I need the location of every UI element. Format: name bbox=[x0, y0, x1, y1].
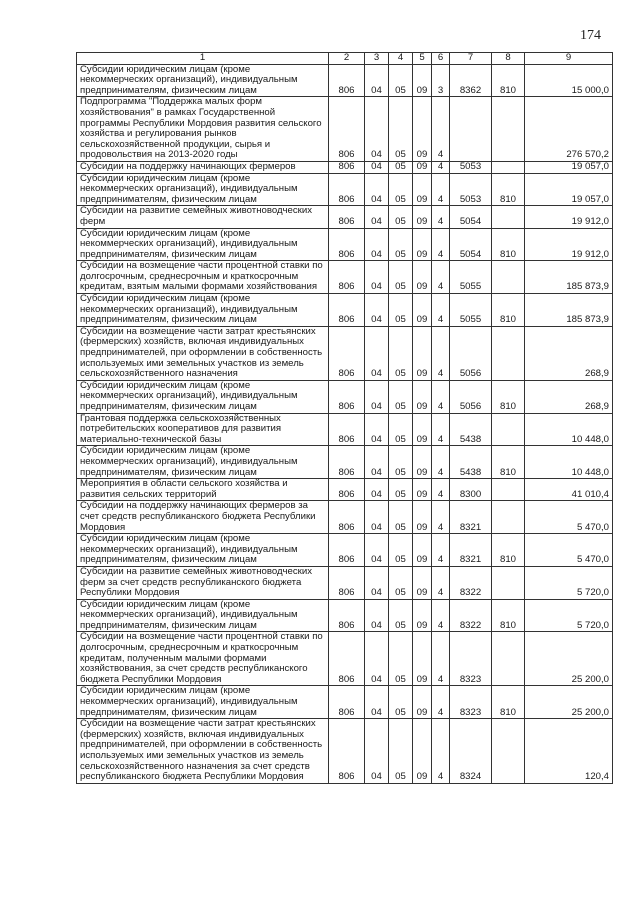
code-subprogram: 3 bbox=[432, 64, 450, 97]
code-ministry: 806 bbox=[329, 228, 365, 261]
row-amount: 5 720,0 bbox=[525, 599, 613, 632]
column-header: 5 bbox=[413, 53, 432, 65]
code-subprogram: 4 bbox=[432, 446, 450, 479]
code-section: 04 bbox=[365, 566, 389, 599]
code-ministry: 806 bbox=[329, 294, 365, 327]
row-description: Субсидии юридическим лицам (кроме некоммерческих организаций), индивидуальным предпринимателям, физическим лицам bbox=[77, 228, 329, 261]
code-target-item: 8322 bbox=[450, 599, 492, 632]
column-header: 1 bbox=[77, 53, 329, 65]
table-row bbox=[77, 261, 613, 294]
code-subsection: 05 bbox=[389, 97, 413, 162]
table-row bbox=[77, 228, 613, 261]
row-amount: 25 200,0 bbox=[525, 686, 613, 719]
row-description: Субсидии на поддержку начинающих фермеров за счет средств республиканского бюджета Республики Мордовия bbox=[77, 501, 329, 534]
code-section: 04 bbox=[365, 206, 389, 228]
row-description: Субсидии на развитие семейных животноводческих ферм за счет средств республиканского бюджета Республики Мордовия bbox=[77, 566, 329, 599]
code-target-item: 5054 bbox=[450, 228, 492, 261]
table-row bbox=[77, 632, 613, 686]
code-section: 04 bbox=[365, 534, 389, 567]
table-row bbox=[77, 719, 613, 784]
code-target-item: 8323 bbox=[450, 632, 492, 686]
code-expense-type: 810 bbox=[492, 294, 525, 327]
code-expense-type bbox=[492, 479, 525, 501]
column-header: 8 bbox=[492, 53, 525, 65]
table-row bbox=[77, 686, 613, 719]
code-subsection: 05 bbox=[389, 380, 413, 413]
table-row bbox=[77, 479, 613, 501]
code-subprogram: 4 bbox=[432, 161, 450, 173]
code-subprogram: 4 bbox=[432, 719, 450, 784]
code-ministry: 806 bbox=[329, 446, 365, 479]
code-expense-type bbox=[492, 413, 525, 446]
row-amount: 19 057,0 bbox=[525, 173, 613, 206]
row-description: Субсидии юридическим лицам (кроме некоммерческих организаций), индивидуальным предпринимателям, физическим лицам bbox=[77, 380, 329, 413]
code-program: 09 bbox=[413, 380, 432, 413]
code-ministry: 806 bbox=[329, 173, 365, 206]
code-expense-type: 810 bbox=[492, 228, 525, 261]
code-subsection: 05 bbox=[389, 64, 413, 97]
code-target-item: 8362 bbox=[450, 64, 492, 97]
code-expense-type bbox=[492, 501, 525, 534]
row-description: Субсидии на возмещение части затрат крестьянских (фермерских) хозяйств, включая индивидуальных предпринимателей, при оформлении в собственность используемых ими земельных участков из земель сельскохозяйственного назначения за счет средств республиканского бюджета Республики Мордовия bbox=[77, 719, 329, 784]
code-ministry: 806 bbox=[329, 686, 365, 719]
code-section: 04 bbox=[365, 479, 389, 501]
code-expense-type bbox=[492, 97, 525, 162]
code-ministry: 806 bbox=[329, 206, 365, 228]
code-ministry: 806 bbox=[329, 261, 365, 294]
code-program: 09 bbox=[413, 97, 432, 162]
row-description: Субсидии юридическим лицам (кроме некоммерческих организаций), индивидуальным предпринимателям, физическим лицам bbox=[77, 294, 329, 327]
row-description: Субсидии юридическим лицам (кроме некоммерческих организаций), индивидуальным предпринимателям, физическим лицам bbox=[77, 64, 329, 97]
code-subsection: 05 bbox=[389, 501, 413, 534]
code-program: 09 bbox=[413, 173, 432, 206]
row-description: Субсидии юридическим лицам (кроме некоммерческих организаций), индивидуальным предпринимателям, физическим лицам bbox=[77, 446, 329, 479]
code-section: 04 bbox=[365, 97, 389, 162]
code-subsection: 05 bbox=[389, 413, 413, 446]
row-amount: 19 057,0 bbox=[525, 161, 613, 173]
code-expense-type bbox=[492, 632, 525, 686]
row-description: Субсидии на возмещение части процентной ставки по долгосрочным, среднесрочным и краткосрочным кредитам, полученным малыми формами хозяйствования, за счет средств республиканского бюджета Республики Мордовия bbox=[77, 632, 329, 686]
code-subprogram: 4 bbox=[432, 261, 450, 294]
code-target-item: 8300 bbox=[450, 479, 492, 501]
code-program: 09 bbox=[413, 566, 432, 599]
code-ministry: 806 bbox=[329, 97, 365, 162]
row-description: Субсидии на возмещение части процентной ставки по долгосрочным, среднесрочным и краткосрочным кредитам, взятым малыми формами хозяйствования bbox=[77, 261, 329, 294]
code-target-item: 8321 bbox=[450, 501, 492, 534]
code-subprogram: 4 bbox=[432, 599, 450, 632]
code-section: 04 bbox=[365, 686, 389, 719]
row-description: Субсидии юридическим лицам (кроме некоммерческих организаций), индивидуальным предпринимателям, физическим лицам bbox=[77, 534, 329, 567]
row-description: Субсидии на поддержку начинающих фермеров bbox=[77, 161, 329, 173]
code-expense-type bbox=[492, 326, 525, 380]
code-subsection: 05 bbox=[389, 534, 413, 567]
code-program: 09 bbox=[413, 719, 432, 784]
code-expense-type: 810 bbox=[492, 446, 525, 479]
code-program: 09 bbox=[413, 413, 432, 446]
code-expense-type bbox=[492, 261, 525, 294]
code-ministry: 806 bbox=[329, 479, 365, 501]
code-target-item: 5056 bbox=[450, 380, 492, 413]
column-header: 7 bbox=[450, 53, 492, 65]
code-subprogram: 4 bbox=[432, 632, 450, 686]
code-subsection: 05 bbox=[389, 173, 413, 206]
table-row bbox=[77, 206, 613, 228]
code-expense-type: 810 bbox=[492, 64, 525, 97]
code-program: 09 bbox=[413, 479, 432, 501]
table-row bbox=[77, 64, 613, 97]
code-expense-type: 810 bbox=[492, 173, 525, 206]
code-program: 09 bbox=[413, 686, 432, 719]
code-subsection: 05 bbox=[389, 566, 413, 599]
code-ministry: 806 bbox=[329, 326, 365, 380]
code-subprogram: 4 bbox=[432, 686, 450, 719]
code-subsection: 05 bbox=[389, 326, 413, 380]
code-program: 09 bbox=[413, 446, 432, 479]
row-amount: 5 720,0 bbox=[525, 566, 613, 599]
code-subprogram: 4 bbox=[432, 534, 450, 567]
row-description: Подпрограмма "Поддержка малых форм хозяйствования" в рамках Государственной программы Республики Мордовия развития сельского хозяйства и регулирования рынков сельскохозяйственной продукции, сырья и продовольствия на 2013-2020 годы bbox=[77, 97, 329, 162]
code-ministry: 806 bbox=[329, 161, 365, 173]
code-subprogram: 4 bbox=[432, 566, 450, 599]
code-subsection: 05 bbox=[389, 261, 413, 294]
row-amount: 19 912,0 bbox=[525, 206, 613, 228]
page-number: 174 bbox=[580, 28, 601, 43]
code-section: 04 bbox=[365, 261, 389, 294]
code-subprogram: 4 bbox=[432, 479, 450, 501]
code-ministry: 806 bbox=[329, 64, 365, 97]
code-subprogram: 4 bbox=[432, 228, 450, 261]
code-subprogram: 4 bbox=[432, 206, 450, 228]
code-section: 04 bbox=[365, 599, 389, 632]
code-subsection: 05 bbox=[389, 599, 413, 632]
code-subprogram: 4 bbox=[432, 501, 450, 534]
code-subprogram: 4 bbox=[432, 294, 450, 327]
code-subprogram: 4 bbox=[432, 326, 450, 380]
column-header: 6 bbox=[432, 53, 450, 65]
code-ministry: 806 bbox=[329, 534, 365, 567]
table-body bbox=[77, 64, 613, 783]
code-section: 04 bbox=[365, 380, 389, 413]
code-subprogram: 4 bbox=[432, 413, 450, 446]
table-row bbox=[77, 599, 613, 632]
code-target-item: 5053 bbox=[450, 173, 492, 206]
code-expense-type bbox=[492, 566, 525, 599]
row-amount: 10 448,0 bbox=[525, 446, 613, 479]
code-target-item: 8324 bbox=[450, 719, 492, 784]
column-header: 2 bbox=[329, 53, 365, 65]
code-subsection: 05 bbox=[389, 632, 413, 686]
code-target-item: 5055 bbox=[450, 261, 492, 294]
table-row bbox=[77, 97, 613, 162]
code-section: 04 bbox=[365, 173, 389, 206]
code-subsection: 05 bbox=[389, 719, 413, 784]
code-subsection: 05 bbox=[389, 686, 413, 719]
code-target-item: 5055 bbox=[450, 294, 492, 327]
code-subprogram: 4 bbox=[432, 97, 450, 162]
code-target-item: 8321 bbox=[450, 534, 492, 567]
code-section: 04 bbox=[365, 413, 389, 446]
code-ministry: 806 bbox=[329, 566, 365, 599]
row-amount: 25 200,0 bbox=[525, 632, 613, 686]
code-target-item bbox=[450, 97, 492, 162]
code-section: 04 bbox=[365, 161, 389, 173]
code-ministry: 806 bbox=[329, 413, 365, 446]
code-expense-type bbox=[492, 206, 525, 228]
code-ministry: 806 bbox=[329, 719, 365, 784]
code-program: 09 bbox=[413, 206, 432, 228]
code-section: 04 bbox=[365, 501, 389, 534]
code-section: 04 bbox=[365, 446, 389, 479]
code-ministry: 806 bbox=[329, 599, 365, 632]
code-expense-type bbox=[492, 161, 525, 173]
row-description: Субсидии юридическим лицам (кроме некоммерческих организаций), индивидуальным предпринимателям, физическим лицам bbox=[77, 173, 329, 206]
table-row bbox=[77, 380, 613, 413]
row-amount: 185 873,9 bbox=[525, 294, 613, 327]
code-subsection: 05 bbox=[389, 228, 413, 261]
row-amount: 15 000,0 bbox=[525, 64, 613, 97]
code-section: 04 bbox=[365, 632, 389, 686]
code-expense-type: 810 bbox=[492, 380, 525, 413]
code-subprogram: 4 bbox=[432, 173, 450, 206]
code-target-item: 5054 bbox=[450, 206, 492, 228]
row-amount: 10 448,0 bbox=[525, 413, 613, 446]
code-section: 04 bbox=[365, 228, 389, 261]
table-row bbox=[77, 534, 613, 567]
code-program: 09 bbox=[413, 294, 432, 327]
table-row bbox=[77, 326, 613, 380]
budget-table bbox=[76, 52, 613, 784]
table-row bbox=[77, 413, 613, 446]
row-amount: 276 570,2 bbox=[525, 97, 613, 162]
code-target-item: 5056 bbox=[450, 326, 492, 380]
code-section: 04 bbox=[365, 64, 389, 97]
table-row bbox=[77, 161, 613, 173]
code-ministry: 806 bbox=[329, 501, 365, 534]
code-subsection: 05 bbox=[389, 206, 413, 228]
row-amount: 268,9 bbox=[525, 380, 613, 413]
row-description: Грантовая поддержка сельскохозяйственных потребительских кооперативов для развития материально-технической базы bbox=[77, 413, 329, 446]
code-subsection: 05 bbox=[389, 161, 413, 173]
table-row bbox=[77, 173, 613, 206]
code-program: 09 bbox=[413, 64, 432, 97]
column-header: 9 bbox=[525, 53, 613, 65]
code-program: 09 bbox=[413, 534, 432, 567]
code-subsection: 05 bbox=[389, 294, 413, 327]
code-target-item: 5438 bbox=[450, 413, 492, 446]
table-row bbox=[77, 566, 613, 599]
code-expense-type: 810 bbox=[492, 599, 525, 632]
row-amount: 19 912,0 bbox=[525, 228, 613, 261]
code-ministry: 806 bbox=[329, 380, 365, 413]
code-subprogram: 4 bbox=[432, 380, 450, 413]
row-amount: 41 010,4 bbox=[525, 479, 613, 501]
code-expense-type bbox=[492, 719, 525, 784]
code-subsection: 05 bbox=[389, 446, 413, 479]
table-row bbox=[77, 446, 613, 479]
code-target-item: 8323 bbox=[450, 686, 492, 719]
column-header: 4 bbox=[389, 53, 413, 65]
row-amount: 5 470,0 bbox=[525, 501, 613, 534]
code-program: 09 bbox=[413, 501, 432, 534]
code-expense-type: 810 bbox=[492, 534, 525, 567]
code-section: 04 bbox=[365, 326, 389, 380]
row-description: Мероприятия в области сельского хозяйства и развития сельских территорий bbox=[77, 479, 329, 501]
code-subsection: 05 bbox=[389, 479, 413, 501]
table-header-row bbox=[77, 53, 613, 65]
code-program: 09 bbox=[413, 632, 432, 686]
table-row bbox=[77, 501, 613, 534]
code-program: 09 bbox=[413, 161, 432, 173]
code-program: 09 bbox=[413, 599, 432, 632]
code-target-item: 5438 bbox=[450, 446, 492, 479]
row-amount: 120,4 bbox=[525, 719, 613, 784]
row-amount: 185 873,9 bbox=[525, 261, 613, 294]
row-amount: 5 470,0 bbox=[525, 534, 613, 567]
code-section: 04 bbox=[365, 719, 389, 784]
code-target-item: 8322 bbox=[450, 566, 492, 599]
row-description: Субсидии юридическим лицам (кроме некоммерческих организаций), индивидуальным предпринимателям, физическим лицам bbox=[77, 599, 329, 632]
code-target-item: 5053 bbox=[450, 161, 492, 173]
row-description: Субсидии на возмещение части затрат крестьянских (фермерских) хозяйств, включая индивидуальных предпринимателей, при оформлении в собственность используемых ими земельных участков из земель сельскохозяйственного назначения bbox=[77, 326, 329, 380]
row-description: Субсидии юридическим лицам (кроме некоммерческих организаций), индивидуальным предпринимателям, физическим лицам bbox=[77, 686, 329, 719]
code-program: 09 bbox=[413, 326, 432, 380]
row-description: Субсидии на развитие семейных животноводческих ферм bbox=[77, 206, 329, 228]
code-ministry: 806 bbox=[329, 632, 365, 686]
row-amount: 268,9 bbox=[525, 326, 613, 380]
code-section: 04 bbox=[365, 294, 389, 327]
column-header: 3 bbox=[365, 53, 389, 65]
table-row bbox=[77, 294, 613, 327]
code-expense-type: 810 bbox=[492, 686, 525, 719]
code-program: 09 bbox=[413, 261, 432, 294]
code-program: 09 bbox=[413, 228, 432, 261]
